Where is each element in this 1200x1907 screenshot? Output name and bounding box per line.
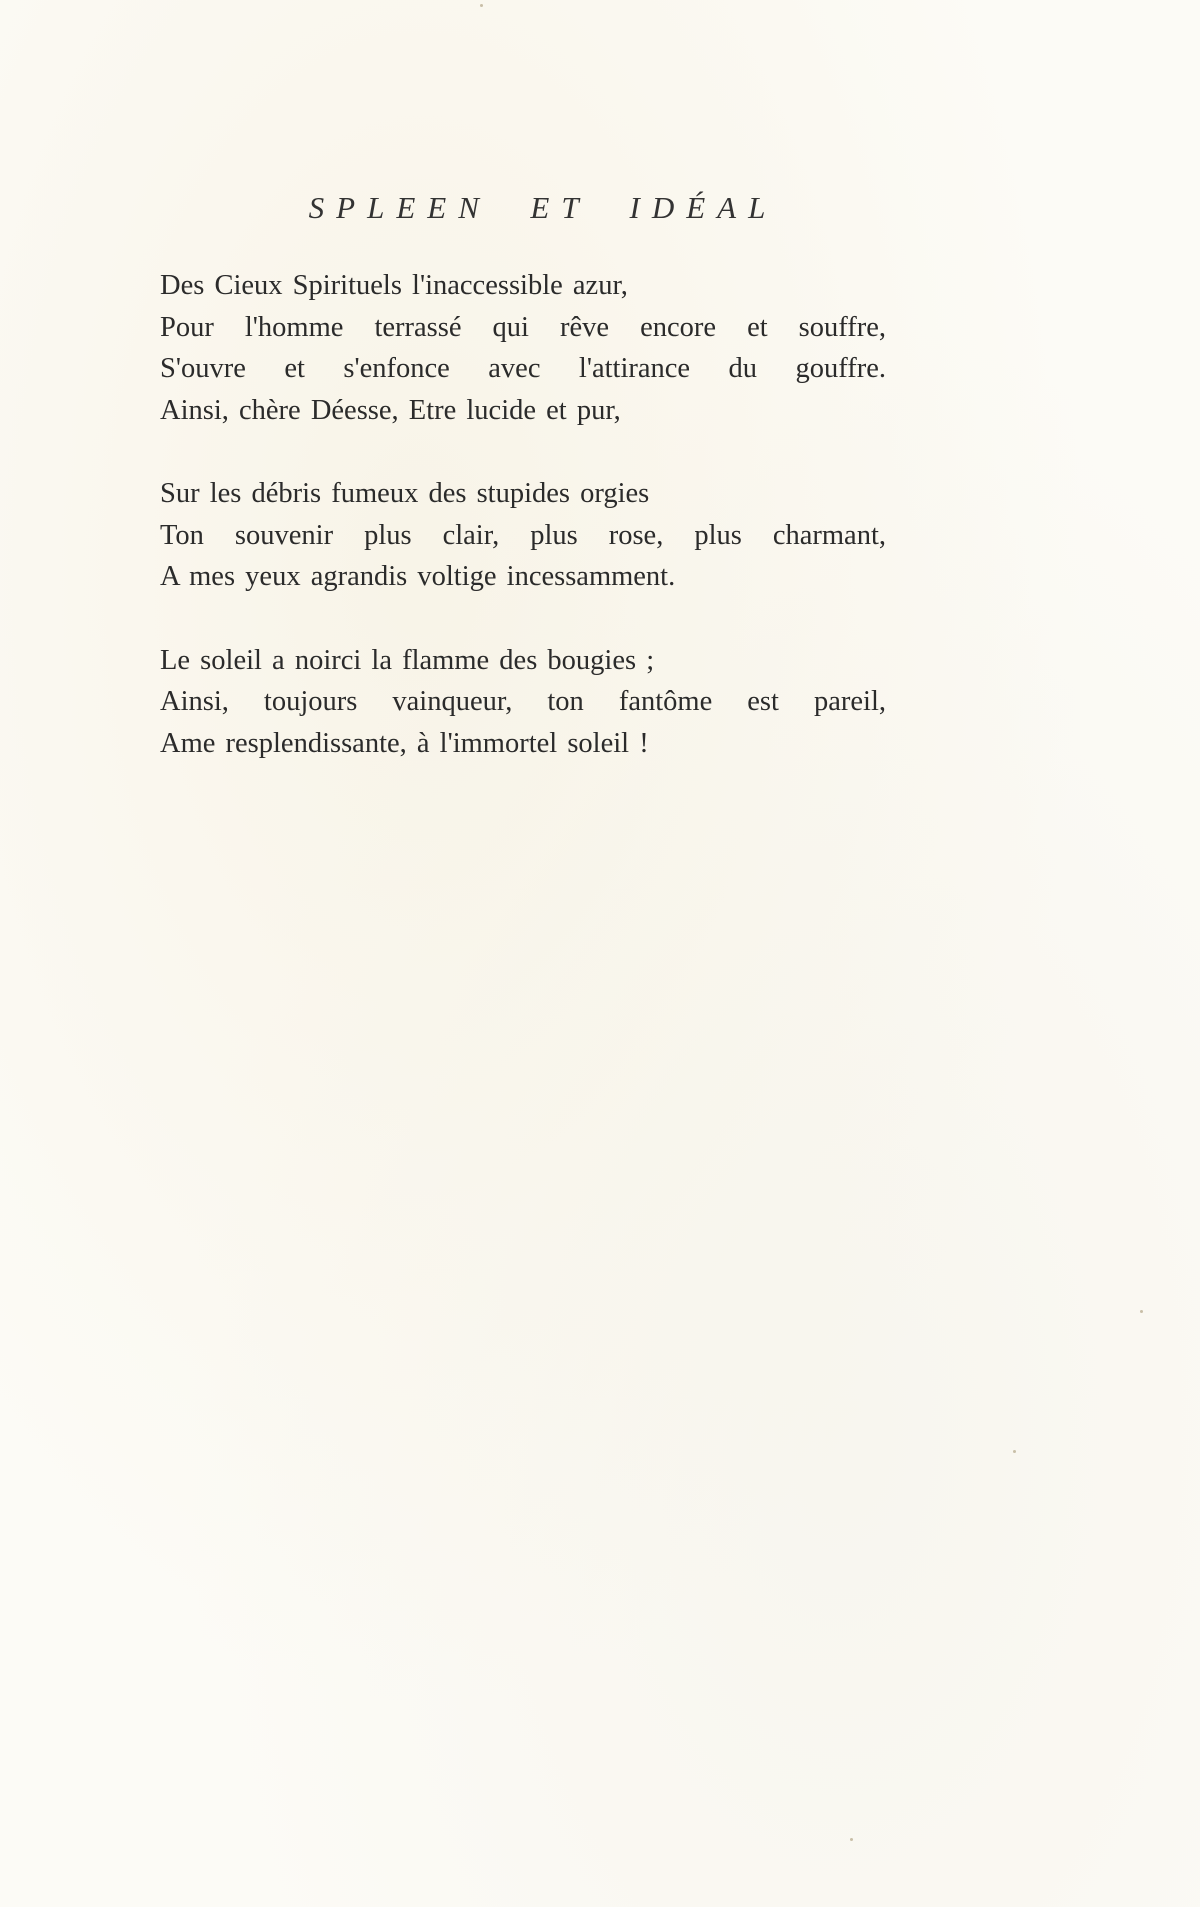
paper-speck — [850, 1838, 853, 1841]
paper-speck — [1140, 1310, 1143, 1313]
stanza-2 — [160, 473, 900, 598]
paper-speck — [1013, 1450, 1016, 1453]
verse-line: Le soleil a noirci la flamme des bougies ; — [160, 644, 655, 676]
stanza-1 — [160, 265, 900, 431]
verse-line: A mes yeux agrandis voltige incessamment. — [160, 561, 676, 592]
stanza-3 — [160, 640, 900, 765]
verse-line: Ainsi, toujours vainqueur, ton fantôme est pareil, — [160, 686, 886, 717]
verse-line: Pour l'homme terrassé qui rêve encore et souffre, — [160, 311, 886, 343]
verse-line: Sur les débris fumeux des stupides orgies — [160, 478, 650, 509]
verse-line: S'ouvre et s'enfonce avec l'attirance du gouffre. — [160, 353, 886, 384]
running-head: SPLEEN ET IDÉAL — [308, 190, 778, 225]
poem — [160, 265, 900, 806]
verse-line: Ton souvenir plus clair, plus rose, plus charmant, — [160, 519, 886, 551]
paper-speck — [480, 4, 483, 7]
verse-line: Des Cieux Spirituels l'inaccessible azur, — [160, 270, 628, 301]
verse-line: Ame resplendissante, à l'immortel soleil ! — [160, 727, 649, 759]
verse-line: Ainsi, chère Déesse, Etre lucide et pur, — [160, 394, 621, 426]
